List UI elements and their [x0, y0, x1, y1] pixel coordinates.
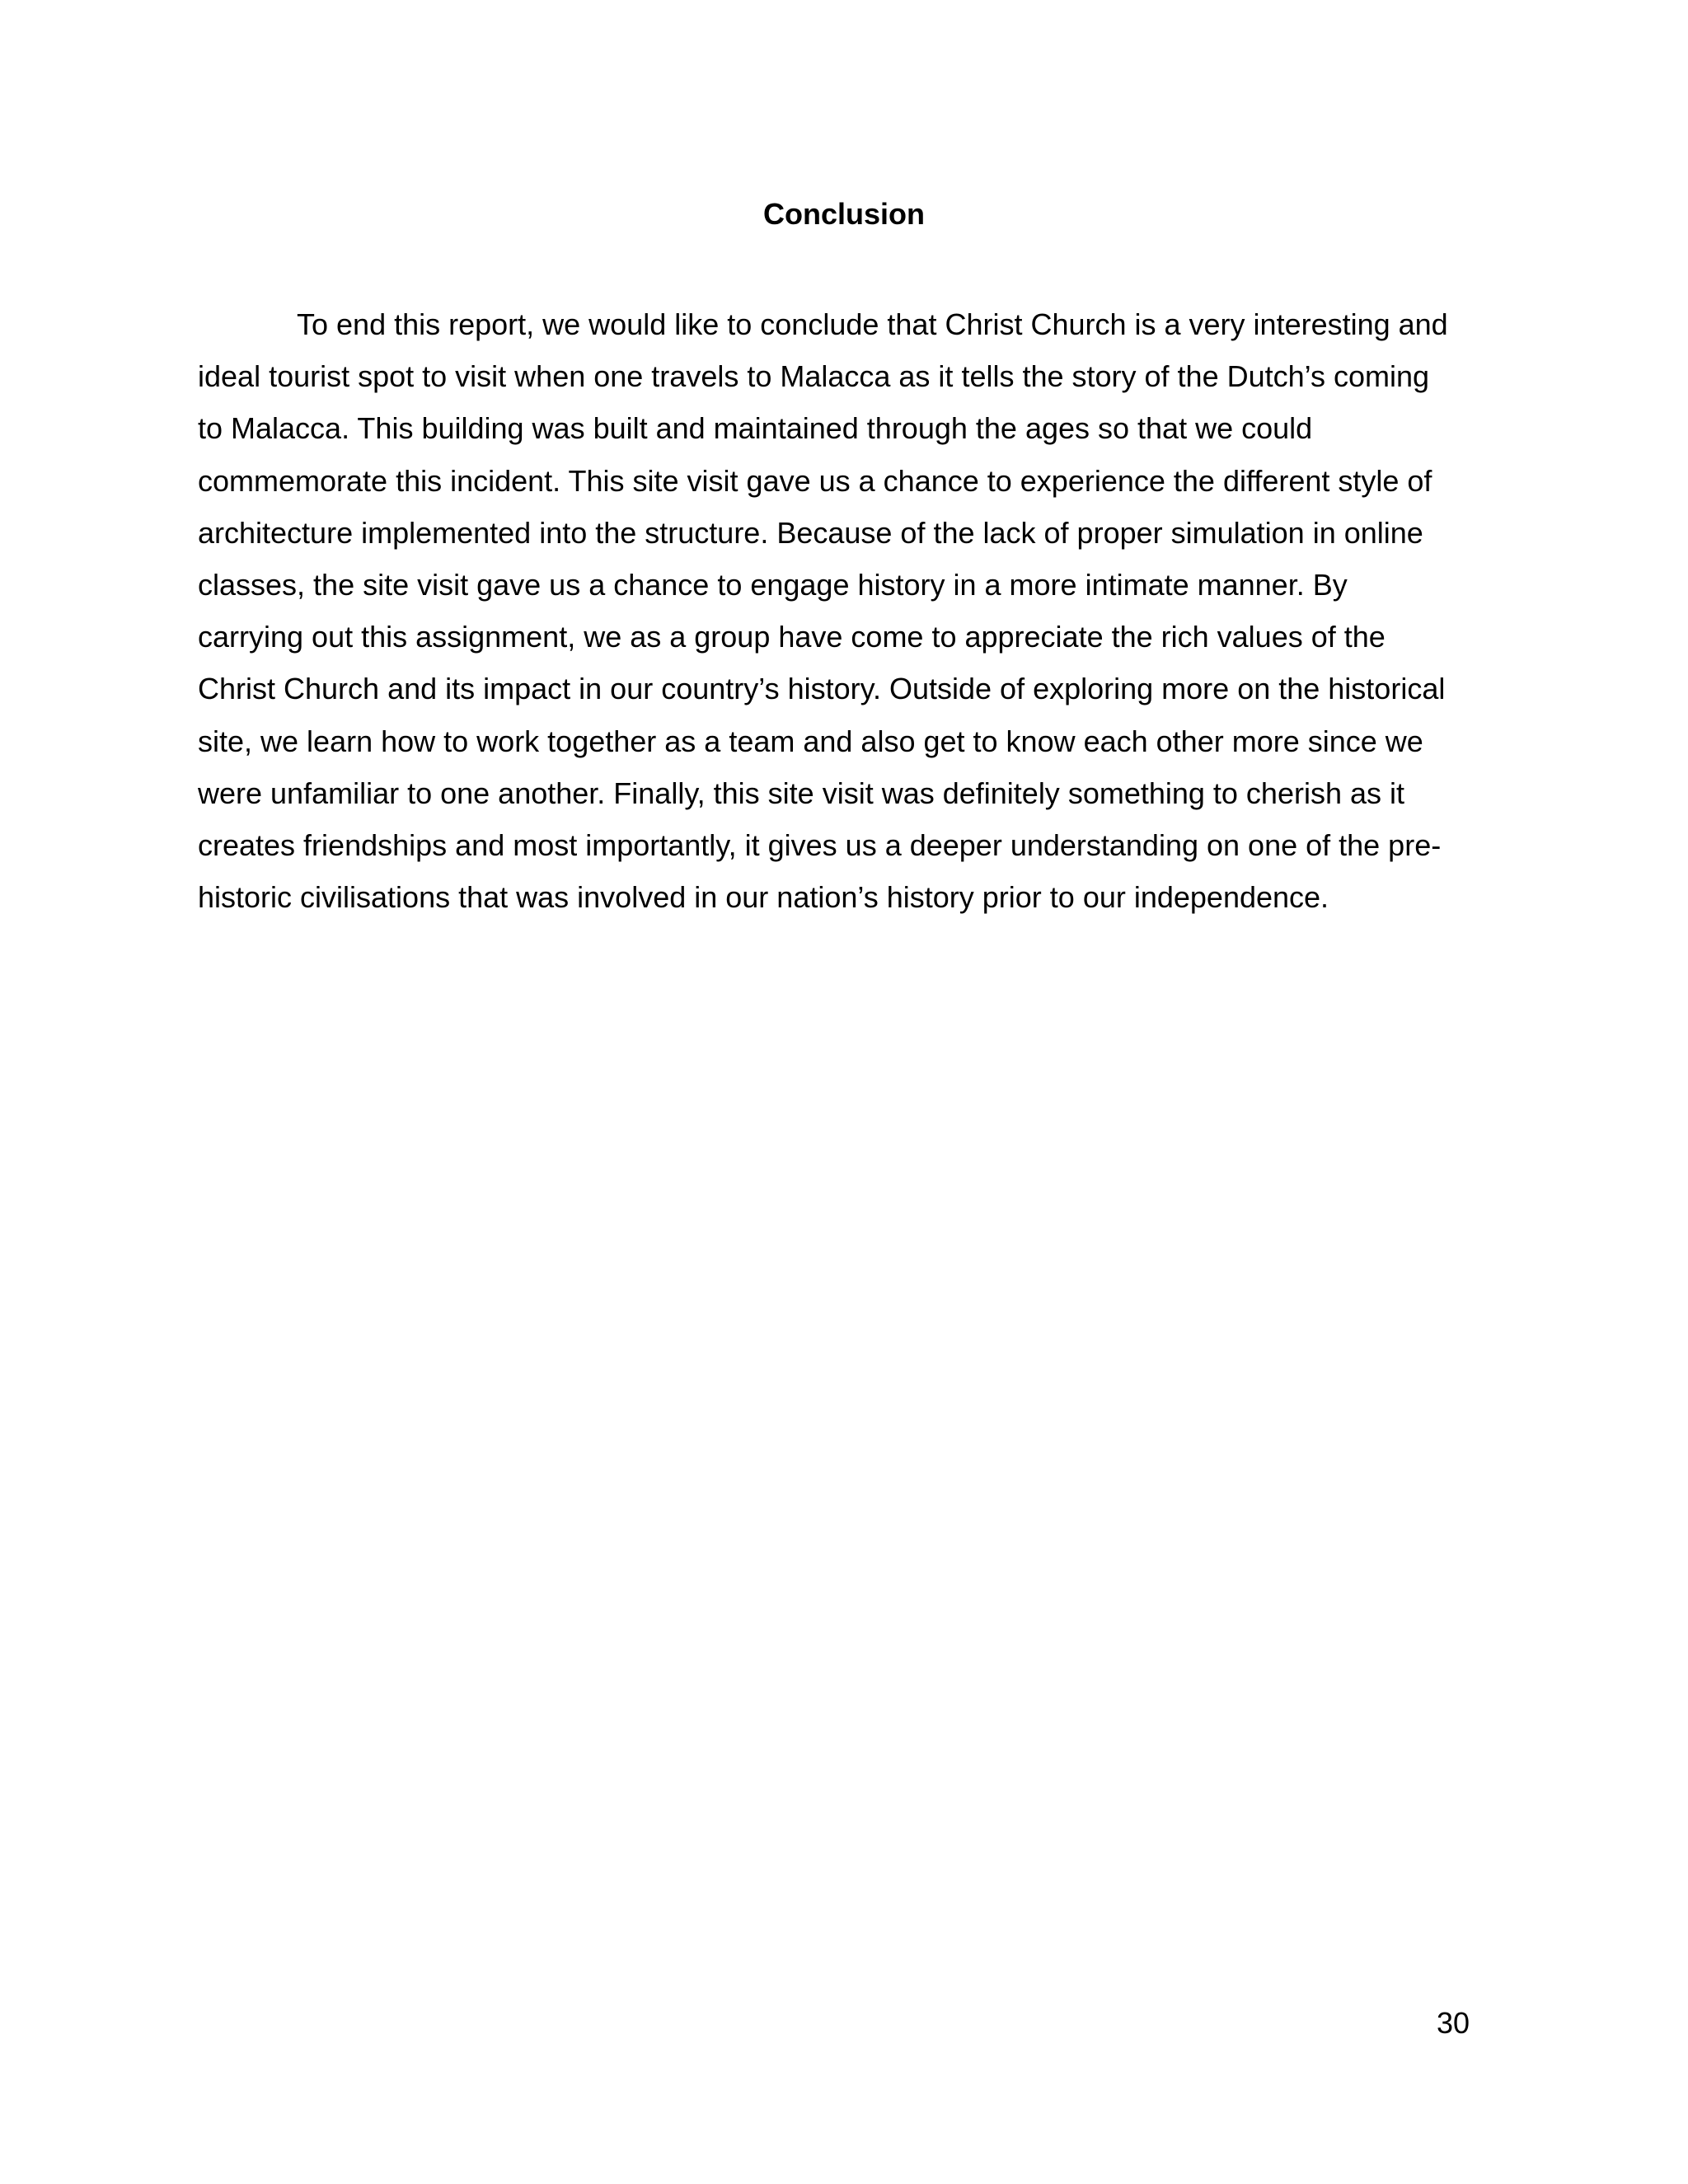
paragraph-line: classes, the site visit gave us a chance to engage history in a more intimate manner. By	[198, 568, 1348, 602]
paragraph-line: Christ Church and its impact in our country’s history. Outside of exploring more on the historical	[198, 672, 1446, 706]
paragraph-line: site, we learn how to work together as a team and also get to know each other more since we	[198, 724, 1423, 758]
paragraph-line: architecture implemented into the structure. Because of the lack of proper simulation in online	[198, 515, 1423, 550]
paragraph-line: were unfamiliar to one another. Finally, this site visit was definitely something to cherish as it	[198, 776, 1405, 810]
paragraph-line: To end this report, we would like to conclude that Christ Church is a very interesting and	[297, 307, 1448, 341]
conclusion-paragraph	[198, 298, 1471, 923]
paragraph-line: to Malacca. This building was built and maintained through the ages so that we could	[198, 411, 1313, 446]
paragraph-line: historic civilisations that was involved in our nation’s history prior to our independence.	[198, 880, 1329, 915]
paragraph-line: creates friendships and most importantly, it gives us a deeper understanding on one of the pre-	[198, 828, 1442, 863]
page-number: 30	[1436, 2006, 1470, 2040]
paragraph-line: ideal tourist spot to visit when one travels to Malacca as it tells the story of the Dutch’s coming	[198, 359, 1430, 394]
paragraph-line: commemorate this incident. This site visit gave us a chance to experience the different style of	[198, 463, 1432, 498]
section-heading: Conclusion	[763, 197, 925, 231]
paragraph-line: carrying out this assignment, we as a group have come to appreciate the rich values of the	[198, 620, 1386, 654]
